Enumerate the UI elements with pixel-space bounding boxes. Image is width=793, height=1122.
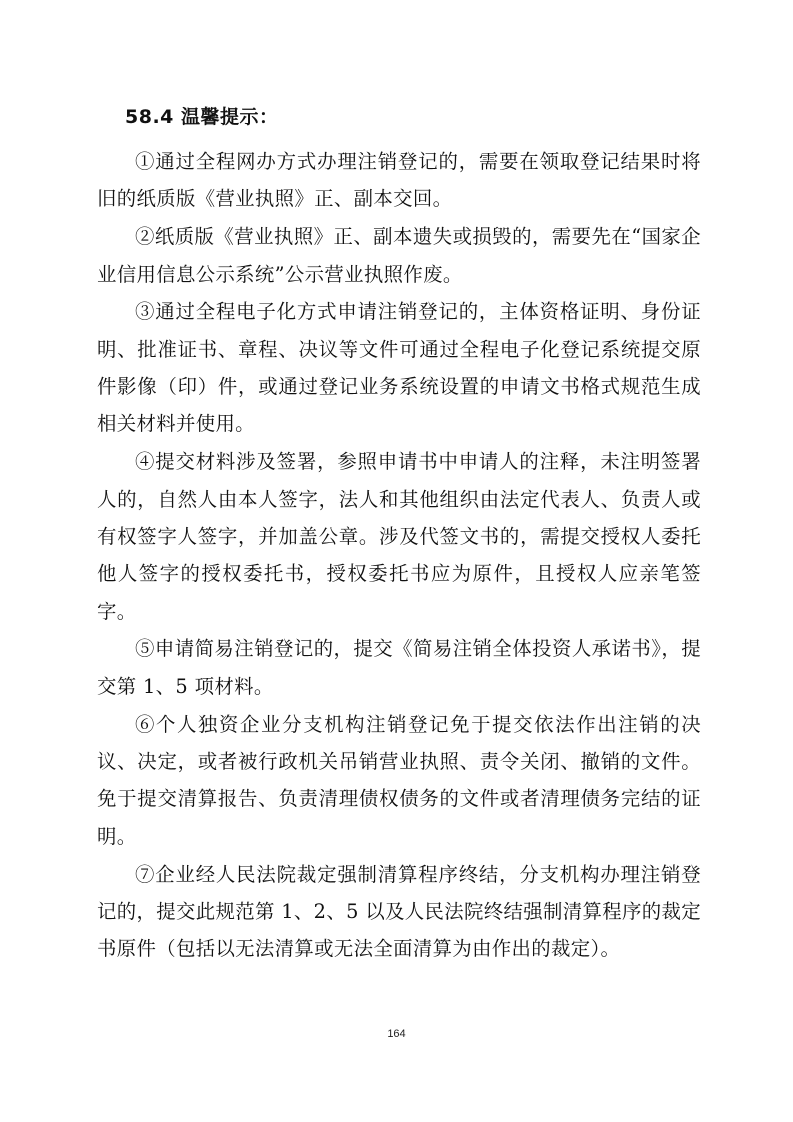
section-heading: 58.4 温馨提示： [125, 106, 279, 128]
tip-paragraph-7: ⑦企业经人民法院裁定强制清算程序终结，分支机构办理注销登记的，提交此规范第 1、2、5 以及人民法院终结强制清算程序的裁定书原件（包括以无法清算或无法全面清算为由作出的裁定）。 [97, 862, 701, 961]
tip-paragraph-6: ⑥个人独资企业分支机构注销登记免于提交依法作出注销的决议、决定，或者被行政机关吊销营业执照、责令关闭、撤销的文件。免于提交清算报告、负责清理债权债务的文件或者清理债务完结的证明。 [97, 712, 701, 848]
document-page [97, 92, 701, 968]
tip-paragraph-2: ②纸质版《营业执照》正、副本遗失或损毁的，需要先在“国家企业信用信息公示系统”公示营业执照作废。 [97, 225, 701, 286]
tip-paragraph-1: ①通过全程网办方式办理注销登记的，需要在领取登记结果时将旧的纸质版《营业执照》正、副本交回。 [97, 150, 701, 211]
page-number: 164 [387, 1028, 406, 1040]
tip-paragraph-4: ④提交材料涉及签署，参照申请书中申请人的注释，未注明签署人的，自然人由本人签字，法人和其他组织由法定代表人、负责人或有权签字人签字，并加盖公章。涉及代签文书的，需提交授权人委托他人签字的授权委托书，授权委托书应为原件，且授权人应亲笔签字。 [97, 450, 701, 623]
tip-paragraph-3: ③通过全程电子化方式申请注销登记的，主体资格证明、身份证明、批准证书、章程、决议等文件可通过全程电子化登记系统提交原件影像（印）件，或通过登记业务系统设置的申请文书格式规范生成相关材料并使用。 [97, 300, 701, 436]
tip-paragraph-5: ⑤申请简易注销登记的，提交《简易注销全体投资人承诺书》，提交第 1、5 项材料。 [97, 637, 701, 698]
